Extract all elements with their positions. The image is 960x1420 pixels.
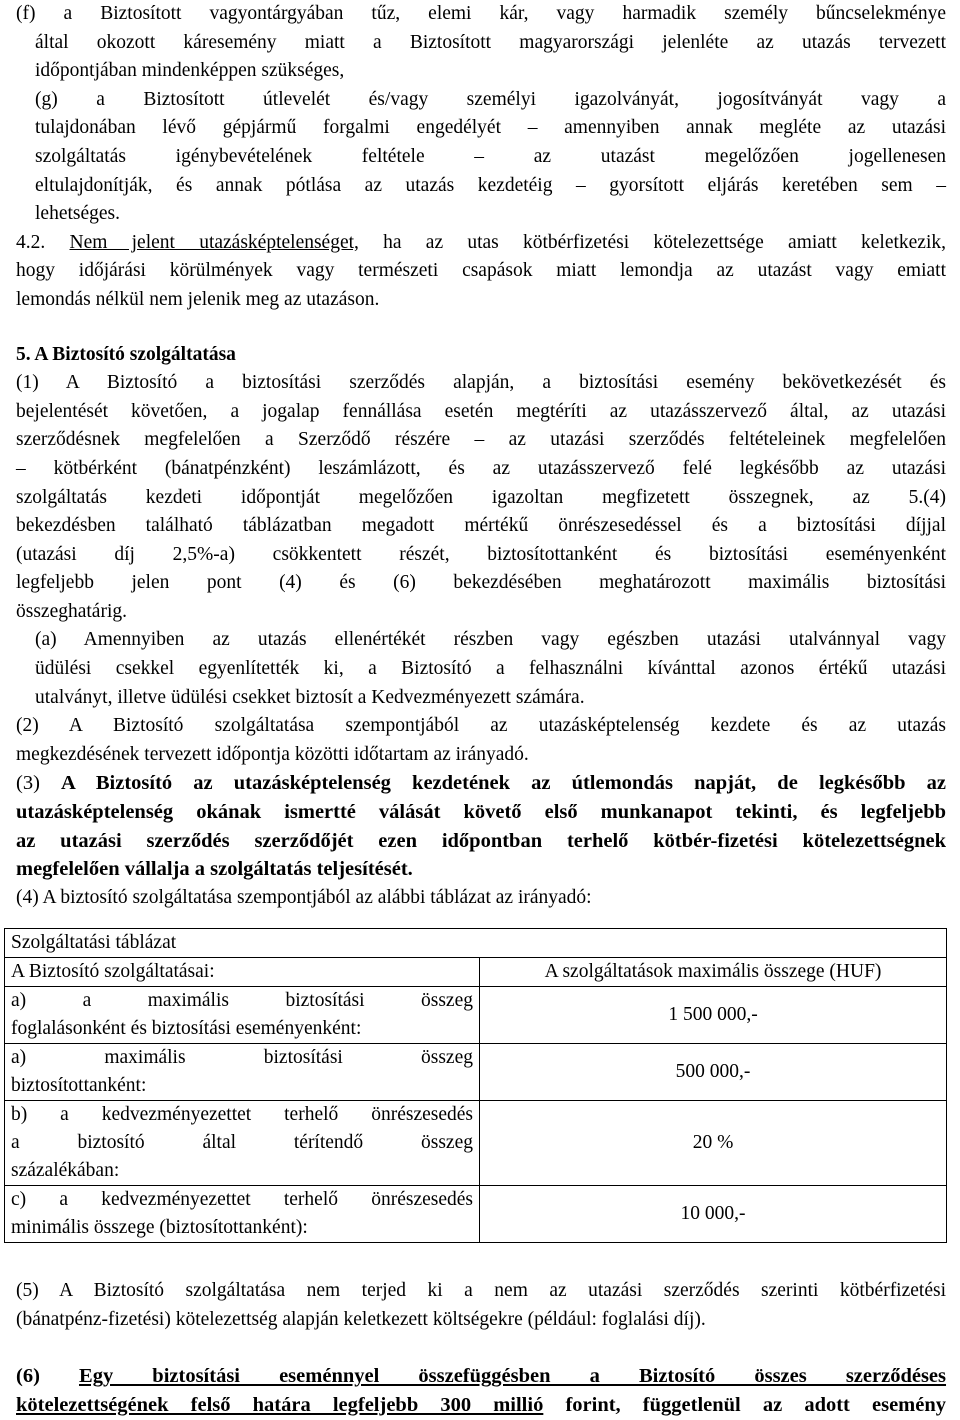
paragraph-6 — [16, 1362, 946, 1419]
item-g-line: szolgáltatás igénybevételének feltétele – az utazást megelőzően jogellenesen — [35, 145, 946, 167]
table-row — [5, 1186, 947, 1243]
item-a — [16, 626, 946, 712]
paragraph-4: (4) A biztosító szolgáltatása szempontjából az alábbi táblázat az irányadó: — [16, 886, 592, 908]
item-g-line: tulajdonában lévő gépjármű forgalmi engedélyét – amennyiben annak megléte az utazási — [35, 117, 946, 139]
paragraph-4-2-rest: ha az utas kötbérfizetési kötelezettsége amiatt keletkezik, — [358, 231, 947, 253]
spacer — [16, 315, 946, 341]
paragraph-4-2-first-line — [16, 229, 946, 258]
paragraph-1-line: legfeljebb jelen pont (4) és (6) bekezdésében meghatározott maximális biztosítási — [16, 572, 946, 594]
service-table — [4, 928, 947, 1243]
cell-line: b) a kedvezményezettet terhelő önrészesedés — [11, 1104, 473, 1125]
paragraph-6-underlined: Egy biztosítási eseménnyel összefüggésben a Biztosító összes szerződéses — [79, 1365, 947, 1387]
paragraph-2-line: (2) A Biztosító szolgáltatása szempontjából az utazásképtelenség kezdete és az utazás — [16, 715, 946, 737]
paragraph-1-line: (utazási díj 2,5%-a) csökkentett részét, biztosítottanként és biztosítási eseményenként — [16, 543, 946, 565]
table-cell-amount: 10 000,- — [480, 1186, 947, 1243]
item-f-line: időpontjában mindenképpen szükséges, — [35, 60, 345, 82]
paragraph-1-line: – kötbérként (bánatpénzként) leszámlázott, és az utazásszervező felé legkésőbb az utazási — [16, 457, 946, 479]
paragraph-5-line: (bánatpénz-fizetési) kötelezettség alapján keletkezett költségekre (például: foglalási díj). — [16, 1308, 706, 1330]
table-cell-service — [5, 987, 480, 1044]
item-f-line: (f) a Biztosított vagyontárgyában tűz, elemi kár, vagy harmadik személy bűncselekménye — [16, 3, 946, 24]
paragraph-3 — [16, 769, 946, 883]
cell-line: a) a maximális biztosítási összeg — [11, 990, 473, 1011]
paragraph-4-2-line: hogy időjárási körülmények vagy természeti csapások miatt lemondja az utazást vagy emiatt — [16, 260, 946, 282]
cell-line: foglalásonként és biztosítási eseményenként: — [11, 1018, 362, 1039]
paragraph-6-line — [16, 1391, 946, 1420]
table-header-right: A szolgáltatások maximális összege (HUF) — [480, 958, 947, 987]
item-a-line: üdülési csekkel egyenlítették ki, a Biztosító a felhasználni kívánttal azonos értékű utazási — [35, 658, 946, 680]
paragraph-5 — [16, 1277, 946, 1334]
table-row — [5, 1044, 947, 1101]
cell-line: c) a kedvezményezettet terhelő önrészesedés — [11, 1189, 473, 1210]
paragraph-4-2-line: lemondás nélkül nem jelenik meg az utazáson. — [16, 288, 380, 310]
paragraph-1-line: szerződésnek megfelelően a Szerződő részére – az utazási szerződés feltételeinek megfelelően — [16, 429, 946, 451]
paragraph-6-number: (6) — [16, 1365, 40, 1387]
paragraph-6-line — [16, 1362, 946, 1391]
cell-line: a biztosító által térítendő összeg — [11, 1132, 473, 1153]
item-g-line: eltulajdonítják, és annak pótlása az utazás kezdetéig – gyorsított eljárás keretében sem – — [35, 174, 946, 196]
item-g-line: lehetséges. — [35, 203, 121, 225]
paragraph-1-line: összeghatárig. — [16, 600, 128, 622]
item-a-line: utalványt, illetve üdülési csekket biztosít a Kedvezményezett számára. — [35, 686, 585, 708]
paragraph-1 — [16, 369, 946, 626]
paragraph-1-line: (1) A Biztosító a biztosítási szerződés alapján, a biztosítási esemény bekövetkezését és — [16, 372, 946, 394]
table-header-row — [5, 958, 947, 987]
paragraph-number: 4.2. — [16, 231, 46, 253]
paragraph-3-line: az utazási szerződés szerződőjét ezen időpontban terhelő kötbér-fizetési kötelezettségnek — [16, 829, 946, 852]
paragraph-3-line: utazásképtelenség okának ismertté válását követő első munkanapot tekinti, és legfeljebb — [16, 801, 946, 824]
table-cell-service — [5, 1186, 480, 1243]
paragraph-2-line: megkezdésének tervezett időpontja közötti időtartam az irányadó. — [16, 743, 529, 765]
paragraph-1-line: bejelentését követően, a jogalap fennállása esetén megtéríti az utazásszervező által, az utazási — [16, 400, 946, 422]
table-cell-amount: 1 500 000,- — [480, 987, 947, 1044]
table-row — [5, 1101, 947, 1186]
paragraph-3-prefix: (3) — [16, 772, 62, 795]
paragraph-6-underlined: kötelezettségének felső határa legfeljebb 300 millió — [16, 1393, 544, 1416]
table-header-left: A Biztosító szolgáltatásai: — [5, 958, 480, 987]
table-cell-service — [5, 1101, 480, 1186]
cell-line: a) maximális biztosítási összeg — [11, 1047, 473, 1068]
paragraph-1-line: szolgáltatás kezdeti időpontját megelőzően igazoltan megfizetett összegnek, az 5.(4) — [16, 486, 946, 508]
section-heading: 5. A Biztosító szolgáltatása — [16, 343, 236, 365]
table-title: Szolgáltatási táblázat — [5, 929, 947, 958]
item-f-line: által okozott káresemény miatt a Biztosított magyarországi jelenléte az utazás tervezett — [35, 31, 946, 53]
document-page — [16, 0, 946, 912]
item-g-line: (g) a Biztosított útlevelét és/vagy személyi igazolványát, jogosítványát vagy a — [35, 88, 946, 110]
table-cell-amount: 20 % — [480, 1101, 947, 1186]
paragraph-6-rest: forint, függetlenül az adott esemény — [543, 1393, 946, 1416]
table-cell-service — [5, 1044, 480, 1101]
underlined-phrase: Nem jelent utazásképtelenséget, — [69, 231, 359, 253]
table-row — [5, 987, 947, 1044]
item-a-line: (a) Amennyiben az utazás ellenértékét részben vagy egészben utazási utalvánnyal vagy — [35, 629, 946, 651]
paragraph-3-bold: A Biztosító az utazásképtelenség kezdetének az útlemondás napját, de legkésőbb az — [61, 772, 946, 795]
cell-line: minimális összege (biztosítottanként): — [11, 1217, 308, 1238]
table-cell-amount: 500 000,- — [480, 1044, 947, 1101]
paragraph-5-line: (5) A Biztosító szolgáltatása nem terjed ki a nem az utazási szerződés szerinti kötbérfizetési — [16, 1280, 946, 1301]
item-f — [16, 0, 946, 86]
paragraph-3-line: megfelelően vállalja a szolgáltatás teljesítését. — [16, 858, 413, 881]
paragraph-2 — [16, 712, 946, 769]
table-title-row — [5, 929, 947, 958]
cell-line: biztosítottanként: — [11, 1075, 147, 1096]
paragraph-1-line: bekezdésben található táblázatban megadott mértékű önrészesedéssel és a biztosítási díjjal — [16, 515, 946, 537]
cell-line: százalékában: — [11, 1160, 120, 1181]
item-g — [16, 86, 946, 229]
paragraph-4-2 — [16, 229, 946, 315]
paragraph-3-line — [16, 769, 946, 798]
